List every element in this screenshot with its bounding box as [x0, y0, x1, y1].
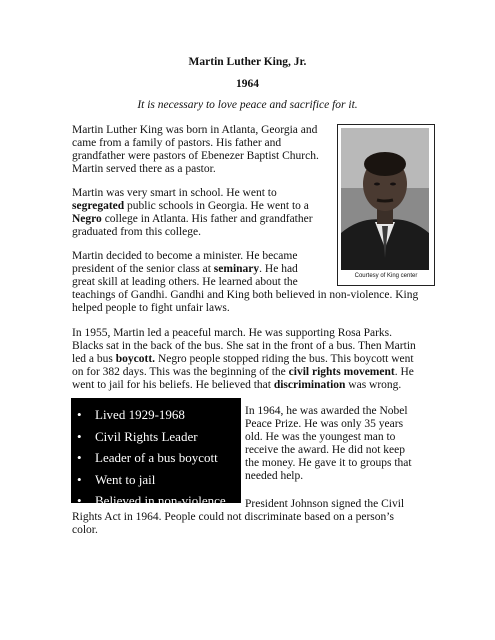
text-line: Martin Luther King was born in Atlanta, Georgia and [72, 124, 318, 136]
text-line: Martin decided to become a minister. He became [72, 250, 298, 262]
summary-item [77, 447, 241, 469]
summary-box [71, 398, 241, 508]
bullet-icon: • [77, 471, 82, 487]
text-line: Martin served there as a pastor. [72, 163, 216, 175]
text-line: old. He was the youngest man to [245, 431, 396, 443]
paragraph-civil-rights-act [72, 511, 394, 537]
text-span: college in Atlanta. His father and grandfather [101, 213, 313, 225]
text-line: color. [72, 524, 98, 536]
text-line: Blacks sat in the back of the bus. She sat in the front of a bus. Then Martin [72, 340, 416, 352]
text-line: great skill at leading others. He learned about the [72, 276, 298, 288]
text-line [72, 200, 313, 213]
text-span: was wrong. [345, 379, 402, 391]
portrait-image [341, 128, 429, 270]
term-negro: Negro [72, 213, 102, 225]
text-span: on for 382 days. This was the beginning of the [72, 366, 289, 378]
text-line: Martin was very smart in school. He went to [72, 187, 277, 199]
summary-item [77, 490, 241, 512]
text-line: Peace Prize. He was only 35 years [245, 418, 404, 430]
summary-item-text: Leader of a bus boycott [95, 450, 218, 465]
page-title: Martin Luther King, Jr. [188, 56, 307, 68]
text-line [72, 213, 313, 226]
bullet-icon: • [77, 407, 82, 422]
term-segregated: segregated [72, 200, 125, 212]
text-line: In 1964, he was awarded the Nobel [245, 405, 408, 417]
term-seminary: seminary [213, 263, 260, 275]
photo-caption: Courtesy of King center [354, 273, 418, 279]
paragraph-nobel [245, 405, 412, 483]
text-span: president of the senior class at [72, 263, 214, 275]
text-span: public schools in Georgia. He went to a [124, 200, 309, 212]
text-line [72, 353, 416, 366]
summary-item [77, 469, 241, 491]
text-line: grandfather were pastors of Ebenezer Baptist Church. [72, 150, 319, 162]
bullet-icon: • [77, 493, 82, 508]
text-line: helped people to fight unfair laws. [72, 302, 230, 314]
paragraph-birth [72, 124, 319, 176]
text-line: needed help. [245, 470, 304, 482]
text-span: . He had [259, 263, 298, 275]
text-line: graduated from this college. [72, 226, 202, 238]
term-civil-rights-movement: civil rights movement [288, 366, 395, 378]
summary-item-text: Went to jail [95, 471, 156, 487]
text-line: In 1955, Martin led a peaceful march. He was supporting Rosa Parks. [72, 327, 393, 339]
summary-item-text: Civil Rights Leader [95, 428, 198, 444]
summary-list [71, 398, 241, 512]
term-boycott: boycott. [115, 353, 156, 365]
summary-item-text: Lived 1929-1968 [95, 407, 185, 422]
text-span: . He [394, 366, 414, 378]
text-span: went to jail for his beliefs. He believed that [72, 379, 274, 391]
text-span: led a bus [72, 353, 116, 365]
text-line [72, 379, 416, 392]
text-line: receive the award. He did not keep [245, 444, 405, 456]
paragraph-boycott [72, 327, 416, 392]
quote-subtitle: It is necessary to love peace and sacrifice for it. [137, 99, 358, 111]
text-line [72, 263, 418, 276]
text-line: came from a family of pastors. His father and [72, 137, 282, 149]
bullet-icon: • [77, 428, 82, 444]
bullet-icon: • [77, 450, 82, 465]
year-heading: 1964 [236, 78, 259, 90]
text-line [72, 366, 416, 379]
portrait-photo [341, 128, 429, 270]
summary-item [77, 404, 241, 426]
paragraph-minister [72, 250, 418, 315]
summary-item [77, 426, 241, 448]
paragraph-school [72, 187, 313, 239]
text-line: Rights Act in 1964. People could not discriminate based on a person’s [72, 511, 394, 523]
summary-item-text: Believed in non-violence [95, 493, 226, 508]
text-span: Negro people stopped riding the bus. This boycott went [155, 353, 414, 365]
paragraph-civil-rights-act-line1: President Johnson signed the Civil [245, 498, 405, 510]
term-discrimination: discrimination [273, 379, 346, 391]
text-line: the money. He gave it to groups that [245, 457, 412, 469]
text-line: teachings of Gandhi. Gandhi and King both believed in non-violence. King [72, 289, 419, 301]
